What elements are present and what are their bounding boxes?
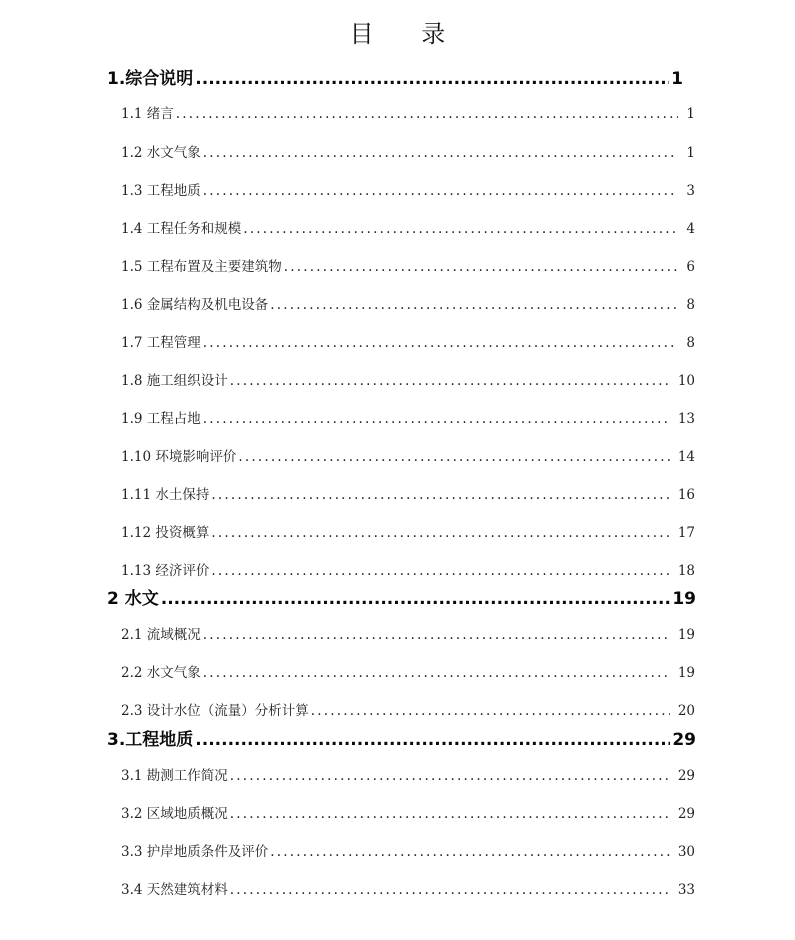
toc-entry-page: 19: [677, 665, 695, 681]
toc-entry[interactable]: [121, 521, 695, 541]
toc-entry-page: 1: [671, 69, 683, 89]
toc-entry[interactable]: [121, 483, 695, 503]
dot-leader: [203, 411, 670, 427]
toc-entry-page: 14: [677, 449, 695, 465]
toc-entry-page: 13: [677, 411, 695, 427]
dot-leader: [195, 69, 669, 89]
toc-entry-page: 29: [672, 730, 696, 750]
toc-entry-page: 6: [686, 259, 695, 275]
toc-entry-label: 3.4 天然建筑材料: [121, 882, 228, 898]
toc-entry[interactable]: [121, 878, 695, 898]
toc-entry-label: 1.12 投资概算: [121, 525, 210, 541]
dot-leader: [230, 768, 670, 784]
toc-entry[interactable]: [107, 584, 696, 609]
dot-leader: [195, 730, 670, 750]
toc-entry-page: 19: [672, 589, 696, 609]
dot-leader: [211, 487, 669, 503]
toc-entry-label: 1.6 金属结构及机电设备: [121, 297, 269, 313]
dot-leader: [203, 183, 679, 199]
toc-entry[interactable]: [121, 369, 695, 389]
toc-entry-page: 4: [686, 221, 695, 237]
page-title: 目 录: [349, 20, 466, 48]
toc-entry-page: 33: [677, 882, 695, 898]
toc-entry[interactable]: [121, 764, 695, 784]
dot-leader: [270, 844, 670, 860]
toc-entry-label: 2.2 水文气象: [121, 665, 201, 681]
dot-leader: [238, 449, 669, 465]
toc-entry-page: 8: [686, 297, 695, 313]
dot-leader: [176, 106, 679, 122]
toc-entry[interactable]: [121, 141, 695, 161]
toc-entry-page: 17: [677, 525, 695, 541]
toc-entry[interactable]: [107, 64, 683, 89]
toc-entry-page: 29: [677, 806, 695, 822]
toc-entry[interactable]: [121, 255, 695, 275]
dot-leader: [243, 221, 678, 237]
toc-entry-label: 2 水文: [107, 589, 159, 609]
toc-entry[interactable]: [121, 217, 695, 237]
toc-entry[interactable]: [107, 725, 696, 750]
toc-entry-label: 1.7 工程管理: [121, 335, 201, 351]
toc-entry-page: 29: [677, 768, 695, 784]
toc-entry[interactable]: [121, 293, 695, 313]
dot-leader: [311, 703, 670, 719]
toc-entry[interactable]: [121, 623, 695, 643]
toc-entry-label: 1.4 工程任务和规模: [121, 221, 242, 237]
dot-leader: [203, 665, 670, 681]
toc-entry-page: 20: [677, 703, 695, 719]
toc-entry-label: 1.10 环境影响评价: [121, 449, 237, 465]
toc-entry-label: 1.11 水土保持: [121, 487, 210, 503]
toc-entry-label: 1.9 工程占地: [121, 411, 201, 427]
dot-leader: [203, 627, 670, 643]
toc-entry-page: 1: [686, 106, 695, 122]
toc-entry-page: 3: [686, 183, 695, 199]
toc-entry[interactable]: [121, 331, 695, 351]
dot-leader: [230, 806, 670, 822]
toc-entry[interactable]: [121, 699, 695, 719]
toc-entry[interactable]: [121, 802, 695, 822]
dot-leader: [270, 297, 678, 313]
toc-entry[interactable]: [121, 661, 695, 681]
dot-leader: [230, 373, 670, 389]
toc-entry[interactable]: [121, 407, 695, 427]
toc-entry-label: 1.3 工程地质: [121, 183, 201, 199]
dot-leader: [230, 882, 670, 898]
toc-entry-label: 2.1 流域概况: [121, 627, 201, 643]
toc-entry-label: 3.2 区域地质概况: [121, 806, 228, 822]
toc-entry-label: 1.5 工程布置及主要建筑物: [121, 259, 282, 275]
toc-entry-label: 1.综合说明: [107, 69, 194, 89]
dot-leader: [161, 589, 671, 609]
dot-leader: [284, 259, 679, 275]
toc-entry-page: 16: [677, 487, 695, 503]
toc-entry-label: 1.8 施工组织设计: [121, 373, 228, 389]
toc-entry-label: 2.3 设计水位（流量）分析计算: [121, 703, 309, 719]
toc-entry-label: 3.3 护岸地质条件及评价: [121, 844, 269, 860]
toc-entry[interactable]: [121, 102, 695, 122]
dot-leader: [211, 525, 669, 541]
toc-entry-page: 10: [677, 373, 695, 389]
toc-entry[interactable]: [121, 445, 695, 465]
dot-leader: [211, 563, 669, 579]
toc-entry-page: 19: [677, 627, 695, 643]
toc-entry[interactable]: [121, 840, 695, 860]
toc-entry-label: 3.1 勘测工作简况: [121, 768, 228, 784]
toc-entry-page: 18: [677, 563, 695, 579]
toc-entry-label: 1.2 水文气象: [121, 145, 201, 161]
toc-entry-page: 1: [686, 145, 695, 161]
toc-entry[interactable]: [121, 559, 695, 579]
toc-entry-page: 8: [686, 335, 695, 351]
toc-entry-page: 30: [677, 844, 695, 860]
dot-leader: [203, 335, 679, 351]
dot-leader: [203, 145, 679, 161]
toc-entry-label: 1.13 经济评价: [121, 563, 210, 579]
toc-entry[interactable]: [121, 179, 695, 199]
toc-entry-label: 1.1 绪言: [121, 106, 174, 122]
toc-entry-label: 3.工程地质: [107, 730, 194, 750]
